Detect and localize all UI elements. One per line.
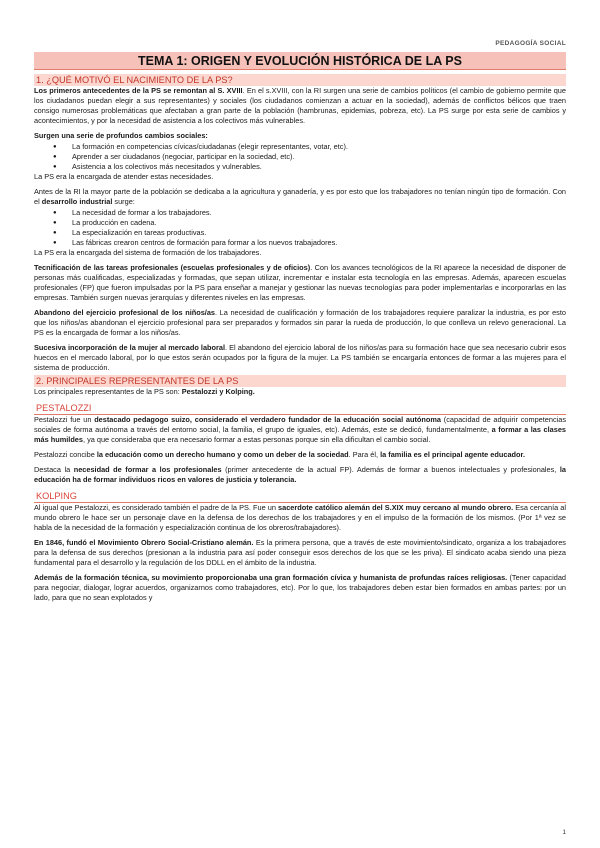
subheading-pestalozzi: PESTALOZZI <box>34 402 566 415</box>
list-item: ● La necesidad de formar a los trabajadores. <box>72 208 566 218</box>
bold-text: Pestalozzi y Kolping. <box>181 387 255 396</box>
paragraph-pestalozzi-3 <box>34 465 566 485</box>
body-text: Esa cercanía al mundo obrero le hace ser un personaje clave en la defensa de los derechos de los trabajadores y en el impulso de la formación de los mismos. (Por 1ª vez se habla de la necesidad de la formación y especialización continua de los obreros/trabajadores). <box>34 503 567 532</box>
body-text: . En el s.XVIII, con la RI surgen una serie de cambios políticos (el cambio de gobierno permite que los ciudadanos puedan elegir a sus representantes) y sociales (los ciudadanos comienzan a actuar en la sociedad), además de conflictos bélicos que traen consigo numerosas problemáticas que afectaban a gran parte de la población (hambrunas, epidemias, pobreza, etc). La PS surge por esta serie de cambios y acontecimientos, y por la necesidad de asistencia a los colectivos más vulnerables. <box>34 86 566 125</box>
document-title: TEMA 1: ORIGEN Y EVOLUCIÓN HISTÓRICA DE LA PS <box>138 54 462 68</box>
paragraph-women <box>34 343 566 373</box>
body-text: (Tener capacidad para negociar, dialogar, lograr acuerdos, organizarnos como trabajadores, etc). Por lo que, los trabajadores deben estar bien formados en ambas partes: por un lado, para que no sean explotados y <box>34 573 566 602</box>
bold-text: la educación ha de formar individuos ricos en valores de justicia y tolerancia. <box>34 465 566 484</box>
section-heading-1: 1. ¿QUÉ MOTIVÓ EL NACIMIENTO DE LA PS? <box>34 74 566 86</box>
section-heading-2: 2. PRINCIPALES REPRESENTANTES DE LA PS <box>34 375 566 387</box>
course-header: PEDAGOGÍA SOCIAL <box>495 40 566 47</box>
body-text: Es la primera persona, que a través de este movimiento/sindicato, organiza a los trabajadores para la defensa de sus derechos (presionan a la industria para así poder conseguir esos derechos de los que se les priva). El sindicato acaba siendo una pieza fundamental para el desarrollo y la regulación de los DDLL en el ámbito de la industria. <box>34 538 566 567</box>
document-body <box>34 72 566 608</box>
body-text: . Para él, <box>348 450 381 459</box>
body-text: (capacidad de adquirir competencias sociales de forma autónoma a través del entorno social, la familia, el grupo de iguales, etc). Además, este se dedicó, fundamentalmente, <box>34 415 567 434</box>
page-number: 1 <box>562 829 566 836</box>
paragraph-industrial <box>34 187 566 207</box>
list-item: ● La especialización en tareas productivas. <box>72 228 566 238</box>
list-item: ● Las fábricas crearon centros de formación para formar a los nuevos trabajadores. <box>72 238 566 248</box>
bold-text: Sucesiva incorporación de la mujer al mercado laboral <box>34 343 225 352</box>
paragraph-pestalozzi-1 <box>34 415 566 445</box>
paragraph-origins <box>34 86 566 126</box>
paragraph-representatives <box>34 387 566 397</box>
body-text: . Con los avances tecnológicos de la RI aparece la necesidad de disponer de personas más cualificadas, especializadas y formadas, que sepan utilizar, incrementar e instalar esta tecnología en las empresas. Además, aparecen escuelas profesionales (FP) que fueron impulsadas por la PS para enseñar a manejar y gestionar las nuevas tecnologías para poder implementarlas e incorporarlas en las empresas. También surgen nuevas jerarquías y diferentes niveles en las empresas. <box>34 263 566 302</box>
body-text: , ya que consideraba que era necesario formar a estas personas porque sin ella dificultan el cambio social. <box>82 435 431 444</box>
bold-text: la educación como un derecho humano y como un deber de la sociedad <box>96 450 349 459</box>
bold-text: destacado pedagogo suizo, considerado el verdadero fundador de la educación social autónoma <box>94 415 441 424</box>
subheading-kolping: KOLPING <box>34 490 566 503</box>
bold-text: necesidad de formar a los profesionales <box>73 465 222 474</box>
body-text: Los principales representantes de la PS son: <box>34 387 182 396</box>
list-item: ● Asistencia a los colectivos más necesitados y vulnerables. <box>72 162 566 172</box>
body-text: (primer antecedente de la actual FP). Además de formar a buenos intelectuales y profesionales, <box>221 465 560 474</box>
paragraph-child-labor <box>34 308 566 338</box>
document-title-bar <box>34 52 566 70</box>
body-text: . La necesidad de cualificación y formación de los trabajadores requiere paralizar la industria, es por esto que los niños/as abandonan el ejercicio profesional para ser preparados y formados sin parar la rueda de producción, lo que conlleva un relevo generacional. La PS es la encargada de formar a los niños/as. <box>34 308 566 337</box>
bold-text: Los primeros antecedentes de la PS se remontan al S. XVIII <box>34 86 243 95</box>
bold-text: Abandono del ejercicio profesional de los niños/as <box>34 308 215 317</box>
body-text: Antes de la RI la mayor parte de la población se dedicaba a la agricultura y ganadería, y es por esto que los trabajadores no tenían ningún tipo de formación. Con el <box>34 187 566 206</box>
bold-text: En 1846, fundó el Movimiento Obrero Social-Cristiano alemán. <box>34 538 254 547</box>
paragraph-pestalozzi-2 <box>34 450 566 460</box>
paragraph-kolping-3 <box>34 573 566 603</box>
bullet-list-social-changes <box>34 142 566 172</box>
bold-text: Además de la formación técnica, su movimiento proporcionaba una gran formación cívica y humanista de profundas raíces religiosas. <box>34 573 508 582</box>
paragraph-ps-needs: La PS era la encargada de atender estas necesidades. <box>34 172 214 181</box>
body-text: Pestalozzi concibe <box>34 450 97 459</box>
list-item: ● La producción en cadena. <box>72 218 566 228</box>
paragraph-training-system: La PS era la encargada del sistema de formación de los trabajadores. <box>34 248 262 257</box>
body-text: surge: <box>112 197 135 206</box>
paragraph-technification <box>34 263 566 303</box>
bullet-list-industrial <box>34 208 566 248</box>
body-text: Al igual que Pestalozzi, es considerado también el padre de la PS. Fue un <box>34 503 279 512</box>
body-text: Pestalozzi fue un <box>34 415 95 424</box>
bold-text: a formar a las clases más humildes <box>34 425 567 444</box>
bold-text: la familia es el principal agente educador. <box>380 450 525 459</box>
body-text: Destaca la <box>34 465 74 474</box>
paragraph-kolping-1 <box>34 503 566 533</box>
bold-text: Tecnificación de las tareas profesionales (escuelas profesionales y de oficios) <box>34 263 311 272</box>
bold-text: Surgen una serie de profundos cambios sociales: <box>34 131 208 140</box>
body-text: . El abandono del ejercicio laboral de los niños/as para su formación hace que sea necesario cubrir esos huecos en el mercado laboral, por lo que estos serán ocupados por la figura de la mujer. La PS también se encargaría entonces de formar a las mujeres para el sistema de producción. <box>34 343 566 372</box>
paragraph-kolping-2 <box>34 538 566 568</box>
bold-text: desarrollo industrial <box>41 197 113 206</box>
paragraph-social-changes <box>34 131 566 141</box>
list-item: ● La formación en competencias cívicas/ciudadanas (elegir representantes, votar, etc). <box>72 142 566 152</box>
bold-text: sacerdote católico alemán del S.XIX muy cercano al mundo obrero. <box>278 503 514 512</box>
list-item: ● Aprender a ser ciudadanos (negociar, participar en la sociedad, etc). <box>72 152 566 162</box>
